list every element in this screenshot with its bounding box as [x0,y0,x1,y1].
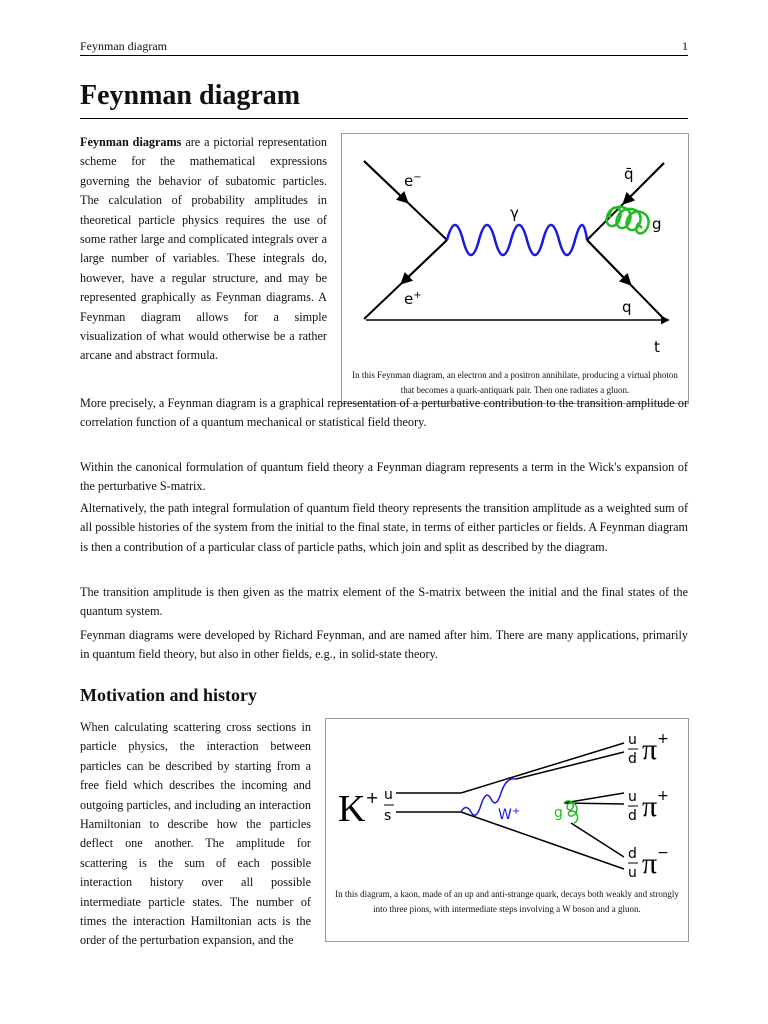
label-w-boson: W+ [498,806,521,823]
intro-paragraph [80,133,327,366]
figure-kaon-decay [325,718,689,942]
pion2-bottom: d [628,808,637,824]
figure1-caption: In this Feynman diagram, an electron and a positron annihilate, producing a virtual photon that becomes a quark-antiquark pair. Then one radiates a gluon. [352,370,678,395]
pion3-d-line [571,823,624,857]
label-electron: e− [404,172,422,190]
label-gluon: g [652,215,662,233]
pion1-bottom: d [628,751,637,767]
pion3-top: d [628,846,637,862]
electron-arrow [364,161,407,202]
figure2-caption: In this diagram, a kaon, made of an up and anti-strange quark, decays both weakly and strongly into three pions, with intermediate steps involving a W boson and a gluon. [335,889,679,914]
label-positron: e+ [404,290,422,308]
pion3-bottom: u [628,865,637,881]
quark-arrow [587,240,630,284]
label-kaon-sbar: s [384,808,392,824]
pion1-top: u [628,732,637,748]
gluon-curl [607,207,649,234]
figure-annihilation [341,133,689,404]
paragraph-1: More precisely, a Feynman diagram is a graphical representation of a perturbative contribution to the transition amplitude or correlation function of a quantum mechanical or statistical field theory. [80,396,688,430]
label-pion-minus: π− [642,845,669,880]
page-title: Feynman diagram [80,74,688,119]
positron-arrow [402,240,447,283]
paragraph-5: Feynman diagrams were developed by Richard Feynman, and are named after him. There are many applications, primarily in quantum field theory, but also in other fields, e.g., in solid-state theory. [80,628,688,662]
pion2-top: u [628,789,637,805]
paragraph-3: Alternatively, the path integral formulation of quantum field theory represents the transition amplitude as a weighted sum of all possible histories of the system from the initial to the final state, in terms of either particles or fields. A Feynman diagram is then a contribution of a particular class of particle paths, which join and split as described by the diagram. [80,501,688,554]
label-time: t [654,338,660,356]
label-kaon-u: u [384,787,393,803]
pion1-d-line [516,752,624,779]
label-gluon: g [554,805,563,821]
gluon-coil [564,801,578,823]
running-header [80,37,688,56]
pion2-u-line [564,793,624,803]
page-number: 1 [682,39,688,53]
label-pion-plus-1: π+ [642,731,669,766]
intro-text: are a pictorial representation scheme for the mathematical expressions governing the behavior of subatomic particles. The calculation of probability amplitudes in theoretical particle physics requires the use of some rather large and complicated integrals over a large number of variables. These integrals do, however, have a regular structure, and may be represented graphically as Feynman diagrams. A Feynman diagram allows for a simple visualization of what would otherwise be a rather arcane and abstract formula. [80,135,327,363]
section-heading: Motivation and history [80,685,258,705]
label-photon: γ [510,204,519,222]
paragraph-4: The transition amplitude is then given as the matrix element of the S-matrix between the initial and the final states of the quantum system. [80,585,688,619]
paragraph-2: Within the canonical formulation of quantum field theory a Feynman diagram represents a term in the Wick's expansion of the perturbative S-matrix. [80,460,688,494]
label-quark: q [622,298,632,316]
intro-bold-term: Feynman diagrams [80,135,182,149]
label-kaon: K+ [338,788,379,830]
label-pion-plus-2: π+ [642,788,669,823]
photon-wave [447,225,587,255]
section-paragraph: When calculating scattering cross sections in particle physics, the interaction between particles can be described by starting from a free field which describes the incoming and outgoing particles, and including an interaction Hamiltonian to describe how the particles deflect one another. The amplitude for scattering is the sum of each possible interaction history over all possible intermediate particle states. The number of times the interaction Hamiltonian acts is the order of the perturbation expansion, and the [80,720,311,948]
label-antiquark: q̄ [624,165,634,183]
annihilation-diagram [342,134,688,403]
pion1-u-line [461,743,624,793]
running-header-title: Feynman diagram [80,39,167,53]
